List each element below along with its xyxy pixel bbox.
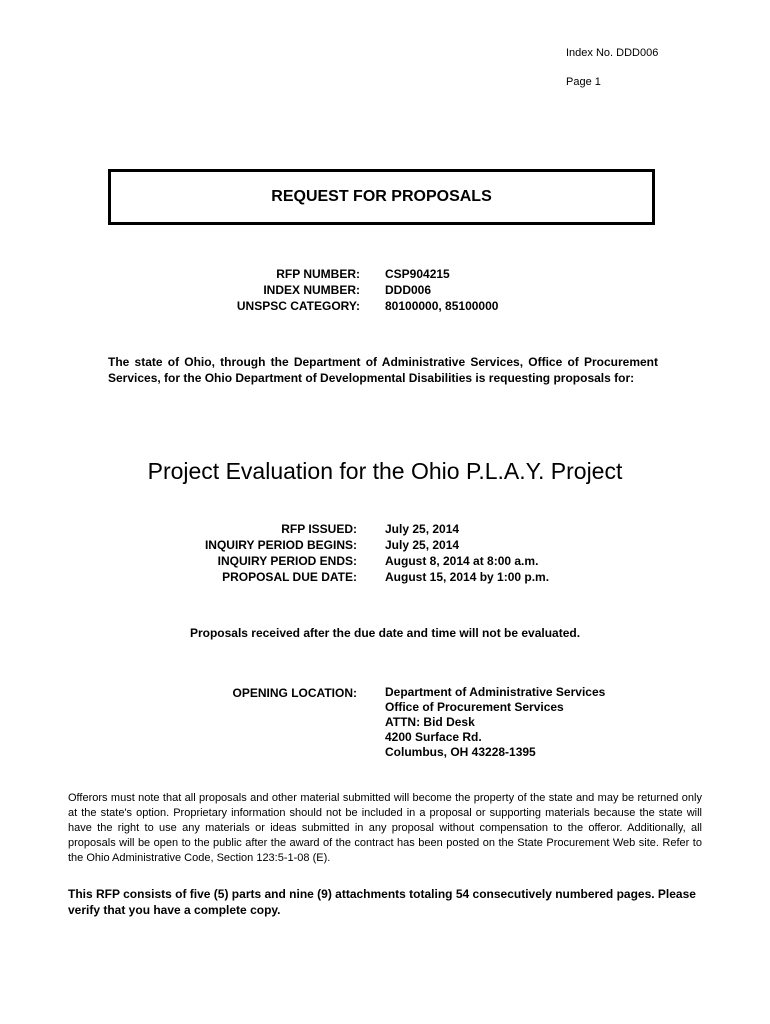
rfp-info-labels [160,266,360,314]
address-line: ATTN: Bid Desk [385,715,475,729]
rfp-number-label: RFP NUMBER: [276,267,360,281]
index-number-header: Index No. DDD006 [566,47,659,59]
dates-labels [130,521,357,585]
inquiry-begins-value: July 25, 2014 [385,538,460,552]
page-number: Page 1 [566,76,601,88]
opening-location-label: OPENING LOCATION: [232,686,357,700]
address-line: 4200 Surface Rd. [385,730,482,744]
title-box [108,169,655,225]
rfp-issued-label: RFP ISSUED: [281,522,357,536]
opening-location-address [385,685,715,760]
inquiry-ends-label: INQUIRY PERIOD ENDS: [217,554,357,568]
intro-paragraph: The state of Ohio, through the Department of Administrative Services, Office of Procurement Services, for the Ohio Department of Developmental Disabilities is requesting proposals for: [108,355,658,385]
dates-values [385,521,685,585]
rfp-issued-value: July 25, 2014 [385,522,460,536]
offerors-notice: Offerors must note that all proposals and other material submitted will become the property of the state and may be returned only at the state's option. Proprietary information should not be included in a proposal or supporting materials because the state will have the right to use any materials or ideas submitted in any proposal without compensation to the offeror. Additionally, all proposals will be open to the public after the award of the contract has been posted on the State Procurement Web site. Refer to the Ohio Administrative Code, Section 123:5-1-08 (E). [68,792,702,864]
page-title: REQUEST FOR PROPOSALS [271,188,492,205]
project-title: Project Evaluation for the Ohio P.L.A.Y. Project [147,458,623,484]
unspsc-category-value: 80100000, 85100000 [385,299,499,313]
proposal-due-label: PROPOSAL DUE DATE: [222,570,357,584]
late-proposal-notice: Proposals received after the due date and time will not be evaluated. [189,626,581,640]
rfp-info-values [385,266,635,314]
unspsc-category-label: UNSPSC CATEGORY: [236,299,360,313]
proposal-due-value: August 15, 2014 by 1:00 p.m. [385,570,550,584]
page-count-note: This RFP consists of five (5) parts and nine (9) attachments totaling 54 consecutively numbered pages. Please verify that you have a complete copy. [68,887,696,917]
inquiry-ends-value: August 8, 2014 at 8:00 a.m. [385,554,539,568]
address-line: Department of Administrative Services [385,685,606,699]
index-number-value: DDD006 [385,283,432,297]
inquiry-begins-label: INQUIRY PERIOD BEGINS: [204,538,357,552]
address-line: Office of Procurement Services [385,700,564,714]
index-number-label: INDEX NUMBER: [263,283,360,297]
rfp-number-value: CSP904215 [385,267,450,281]
address-line: Columbus, OH 43228-1395 [385,745,536,759]
